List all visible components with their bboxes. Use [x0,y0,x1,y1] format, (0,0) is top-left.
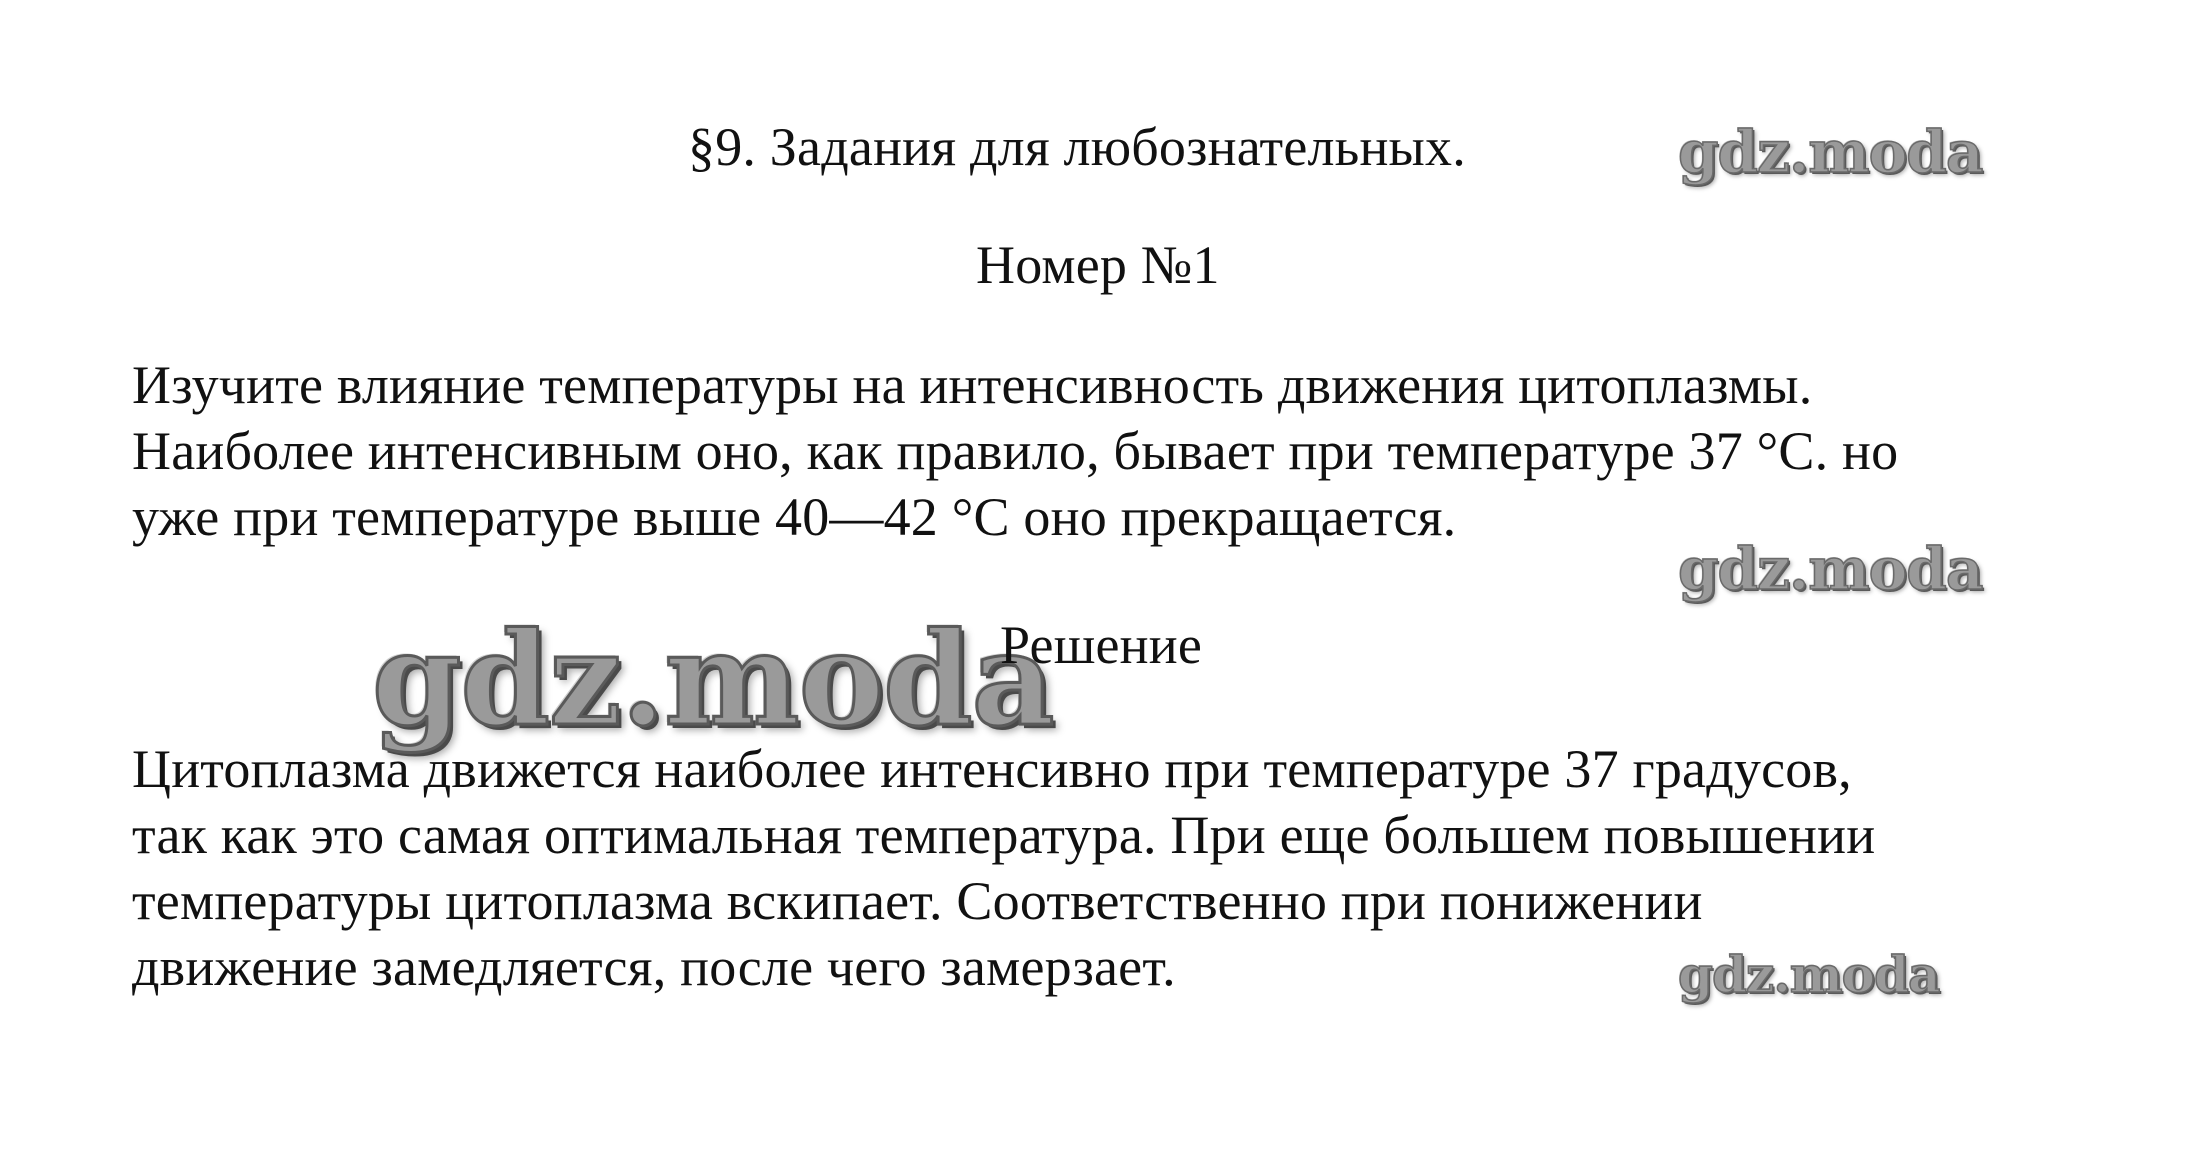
watermark-logo: gdz.moda [1678,118,1983,186]
task-number: Номер №1 [976,235,1220,295]
task-text [132,352,1898,550]
watermark-logo: gdz.moda [1678,535,1983,603]
watermark-logo: gdz.moda [1678,945,1940,1004]
section-heading: §9. Задания для любознательных. [688,117,1466,177]
solution-line: движение замедляется, после чего замерзает. [132,937,1176,997]
task-line: уже при температуре выше 40—42 °С оно прекращается. [132,487,1457,547]
solution-text [132,736,1875,1000]
task-line: Изучите влияние температуры на интенсивность движения цитоплазмы. [132,355,1813,415]
task-line: Наиболее интенсивным оно, как правило, бывает при температуре 37 °С. но [132,421,1899,481]
solution-line: так как это самая оптимальная температура. При еще большем повышении [132,805,1876,865]
watermark-logo-large: gdz.moda [372,605,1054,755]
solution-title: Решение [1000,615,1203,675]
solution-line: Цитоплазма движется наиболее интенсивно при температуре 37 градусов, [132,739,1852,799]
solution-line: температуры цитоплазма вскипает. Соответственно при понижении [132,871,1703,931]
